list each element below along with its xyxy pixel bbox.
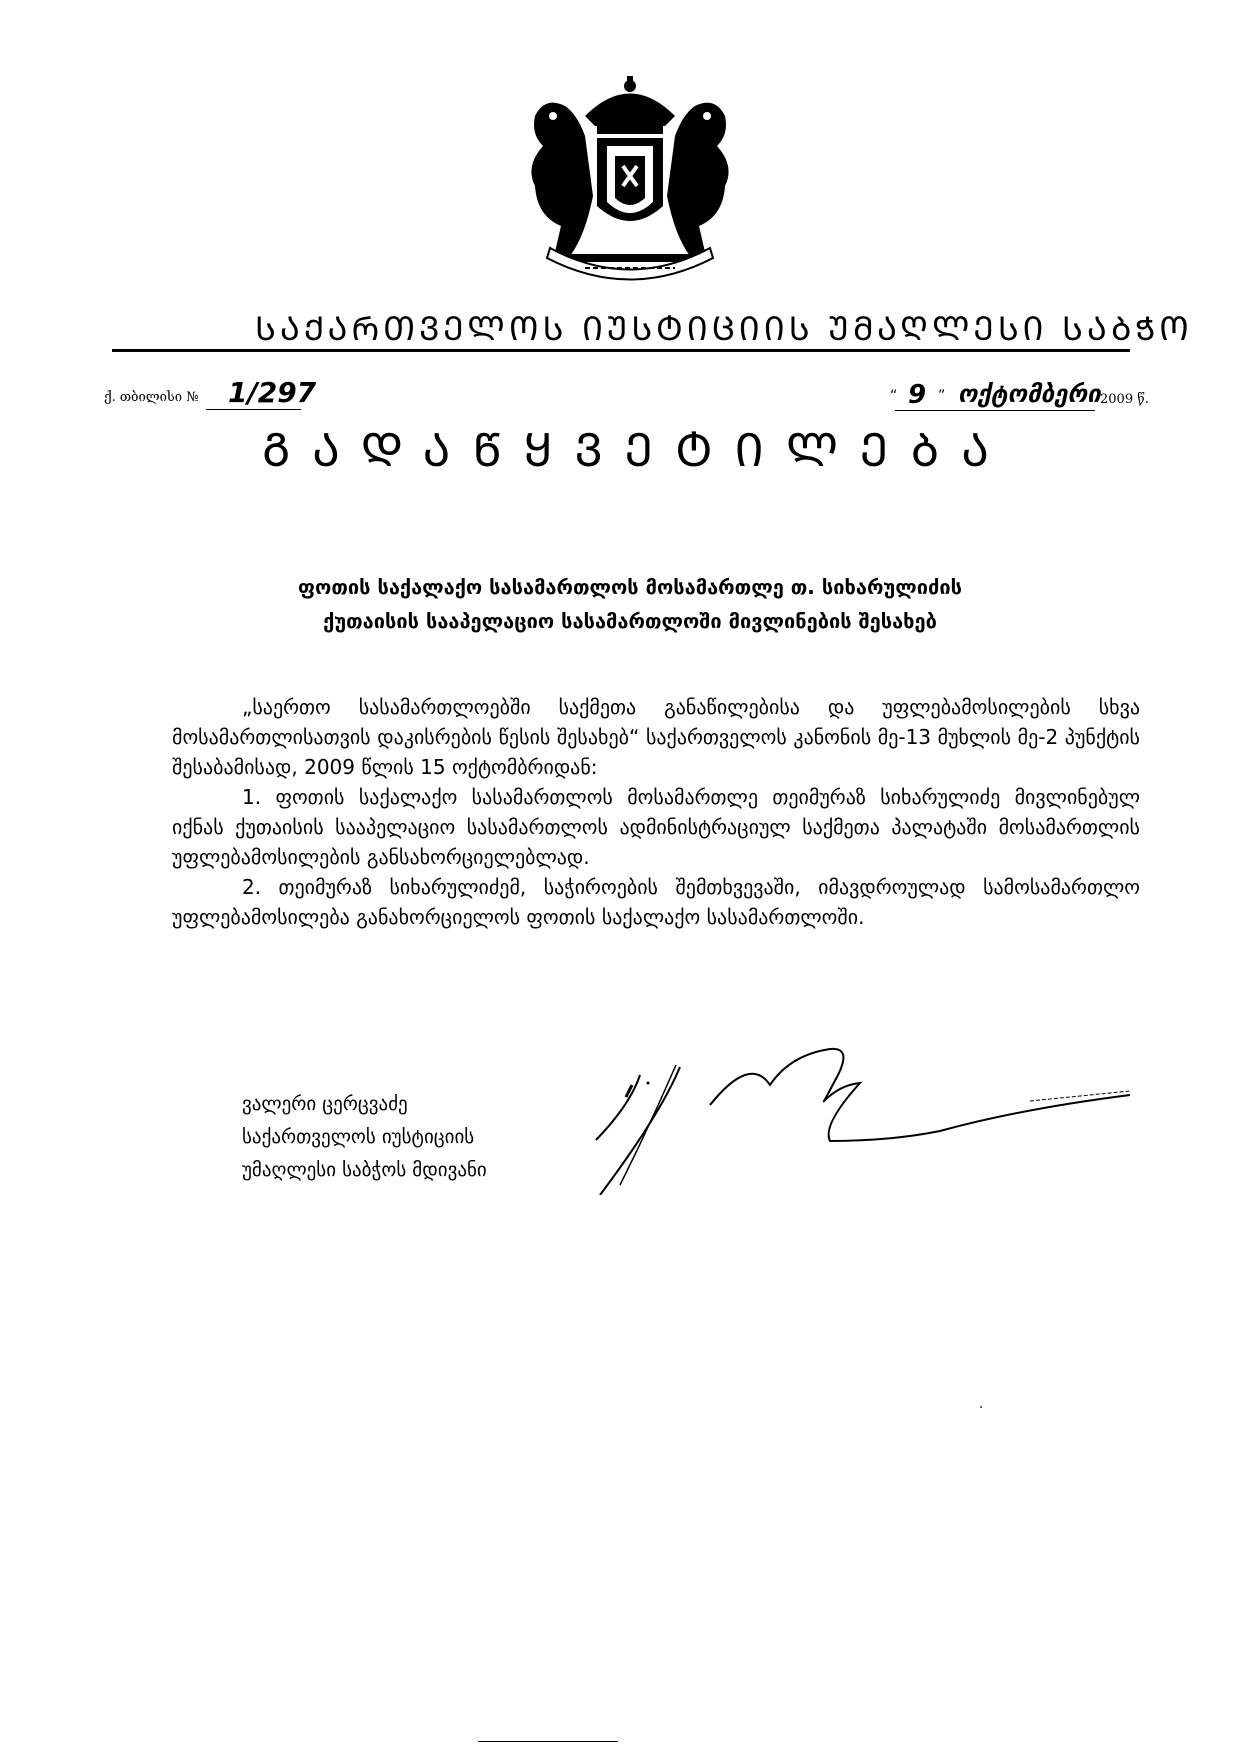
- document-type-heading: ᲒᲐᲓᲐᲬᲧᲕᲔᲢᲘᲚᲔᲑᲐ: [262, 423, 1012, 477]
- subject-line-2: ქუთაისის სააპელაციო სასამართლოში მივლინების შესახებ: [323, 609, 937, 633]
- coat-of-arms-emblem: [515, 76, 745, 286]
- date-quote-open: “: [890, 388, 898, 404]
- date-quote-close: ”: [938, 388, 946, 404]
- registration-underline: [206, 409, 301, 410]
- date-day: 9: [908, 380, 927, 410]
- date-month: ოქტომბერი: [958, 380, 1101, 408]
- signatory-title-line-1: საქართველოს იუსტიციის: [242, 1126, 475, 1148]
- item-1-paragraph: 1. ფოთის საქალაქო სასამართლოს მოსამართლე თეიმურაზ სიხარულიძე მივლინებულ იქნას ქუთაისის სააპელაციო სასამართლოს ადმინისტრაციულ საქმეთა პალატაში მოსამართლის უფლებამოსილების განსახორციელებლად.: [172, 785, 1140, 869]
- signatory-block: [242, 1088, 487, 1187]
- date-underline: [895, 410, 1095, 411]
- signatory-title-line-2: უმაღლესი საბჭოს მდივანი: [242, 1159, 487, 1181]
- subject-block: [250, 570, 1010, 638]
- body-text: [172, 692, 1140, 932]
- header-divider: [112, 349, 1130, 352]
- registration-number: 1/297: [228, 376, 317, 409]
- registration-prefix: ქ. თბილისი №: [104, 390, 199, 405]
- date-year: 2009 წ.: [1100, 392, 1149, 407]
- preamble-paragraph: „საერთო სასამართლოებში საქმეთა განაწილებისა და უფლებამოსილების სხვა მოსამართლისათვის დაკისრების წესის შესახებ“ საქართველოს კანონის მე-13 მუხლის მე-2 პუნქტის შესაბამისად, 2009 წლის 15 ოქტომბრიდან:: [172, 695, 1140, 779]
- signatory-name: ვალერი ცერცვაძე: [242, 1093, 408, 1115]
- subject-line-1: ფოთის საქალაქო სასამართლოს მოსამართლე თ. სიხარულიძის: [297, 575, 962, 599]
- handwritten-signature: [590, 1045, 1150, 1195]
- item-2-paragraph: 2. თეიმურაზ სიხარულიძემ, საჭიროების შემთხვევაში, იმავდროულად სამოსამართლო უფლებამოსილება განახორციელოს ფოთის საქალაქო სასამართლოში.: [172, 875, 1140, 929]
- institution-name: ᲡᲐᲥᲐᲠᲗᲕᲔᲚᲝᲡ ᲘᲣᲡᲢᲘᲪᲘᲘᲡ ᲣᲛᲐᲦᲚᲔᲡᲘ ᲡᲐᲑᲭᲝ: [255, 309, 1193, 348]
- scan-speck: [980, 1406, 982, 1408]
- footer-rule: [478, 1741, 618, 1742]
